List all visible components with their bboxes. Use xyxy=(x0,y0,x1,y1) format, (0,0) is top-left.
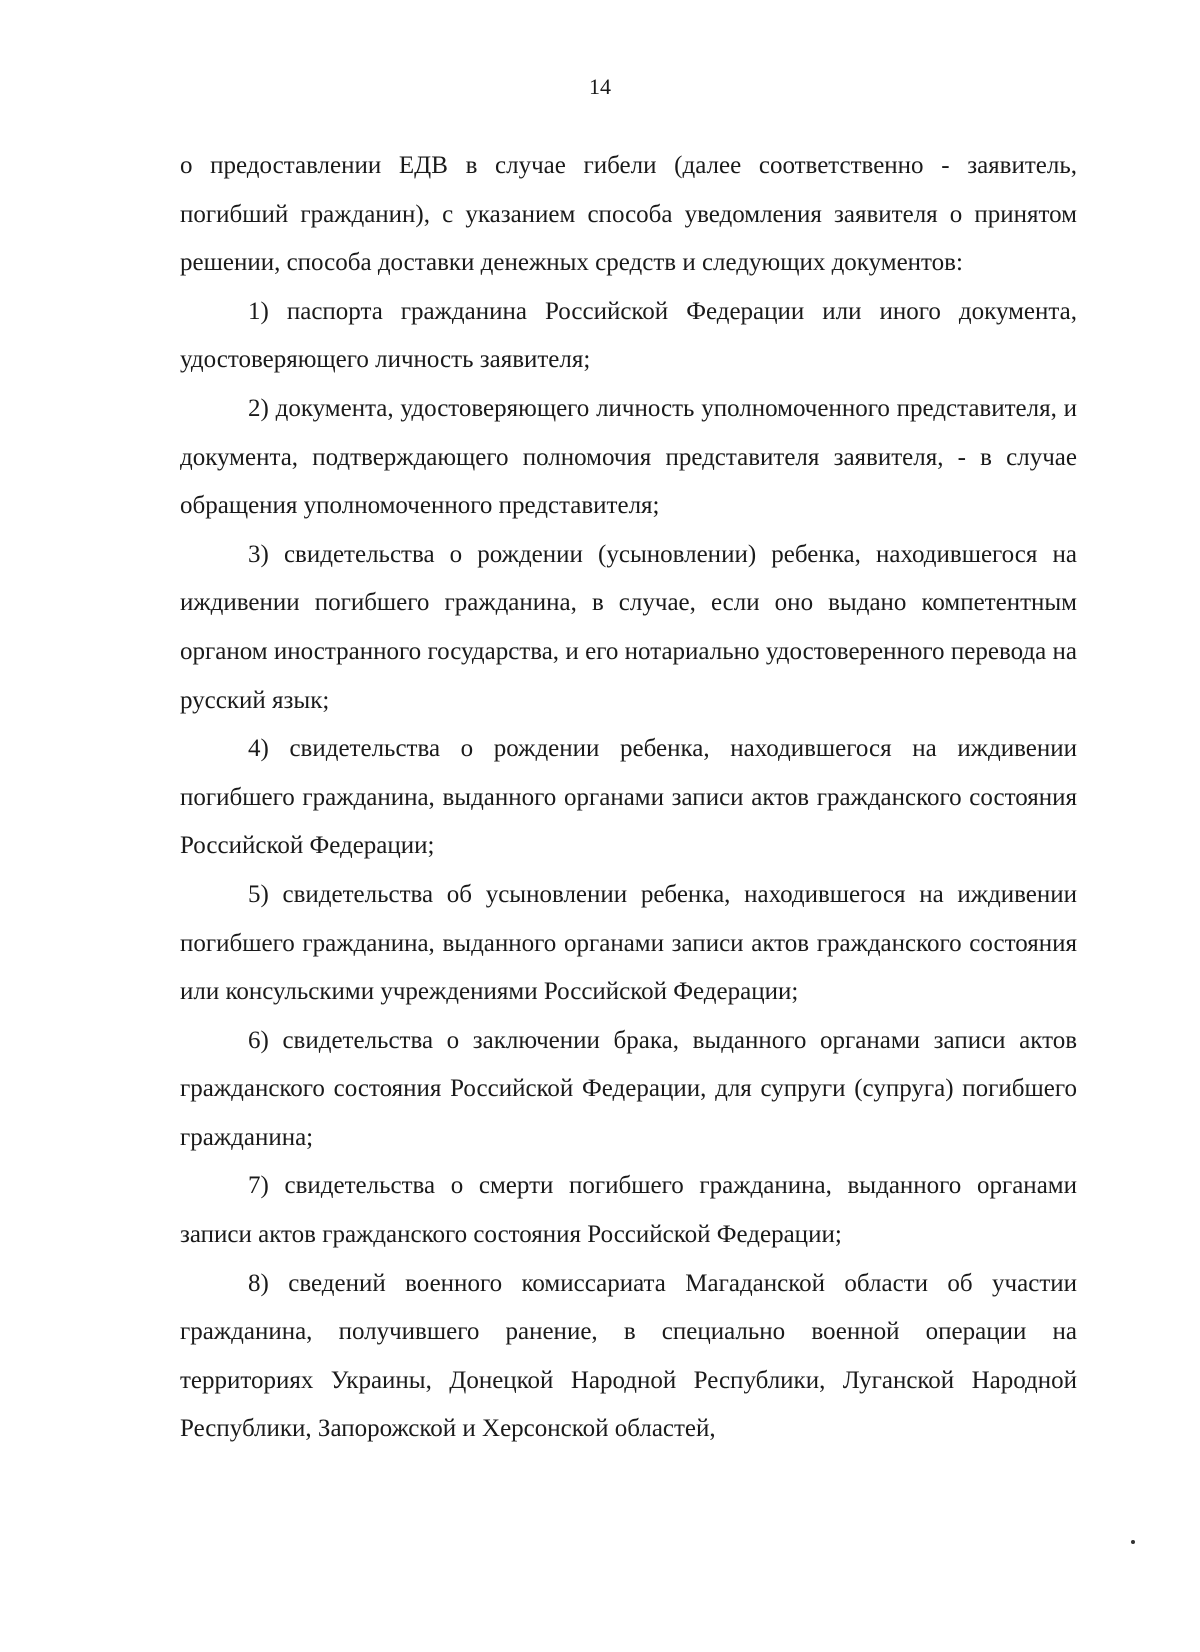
scan-speck xyxy=(1131,1540,1135,1544)
list-item-7: 7) свидетельства о смерти погибшего гражданина, выданного органами записи актов гражданского состояния Российской Федерации; xyxy=(180,1172,1077,1249)
list-item-1: 1) паспорта гражданина Российской Федерации или иного документа, удостоверяющего личность заявителя; xyxy=(180,297,1077,374)
list-item-6: 6) свидетельства о заключении брака, выданного органами записи актов гражданского состояния Российской Федерации, для супруги (супруга) погибшего гражданина; xyxy=(180,1026,1077,1151)
page-number: 14 xyxy=(589,74,611,99)
list-item-2: 2) документа, удостоверяющего личность уполномоченного представителя, и документа, подтверждающего полномочия представителя заявителя, - в случае обращения уполномоченного представителя; xyxy=(180,394,1077,520)
list-item-5: 5) свидетельства об усыновлении ребенка, находившегося на иждивении погибшего гражданина, выданного органами записи актов гражданского состояния или консульскими учреждениями Российской Федерации; xyxy=(180,880,1077,1006)
list-item-4: 4) свидетельства о рождении ребенка, находившегося на иждивении погибшего гражданина, выданного органами записи актов гражданского состояния Российской Федерации; xyxy=(180,735,1077,860)
paragraph-intro: о предоставлении ЕДВ в случае гибели (далее соответственно - заявитель, погибший гражданин), с указанием способа уведомления заявителя о принятом решении, способа доставки денежных средств и следующих документов: xyxy=(180,152,1077,277)
document-body xyxy=(180,142,1077,1454)
list-item-3: 3) свидетельства о рождении (усыновлении) ребенка, находившегося на иждивении погибшего гражданина, в случае, если оно выдано компетентным органом иностранного государства, и его нотариально удостоверенного перевода на русский язык; xyxy=(180,540,1077,714)
list-item-8: 8) сведений военного комиссариата Магаданской области об участии гражданина, получившего ранение, в специально военной операции на территориях Украины, Донецкой Народной Республики, Луганской Народной Республики, Запорожской и Херсонской областей, xyxy=(180,1269,1077,1443)
